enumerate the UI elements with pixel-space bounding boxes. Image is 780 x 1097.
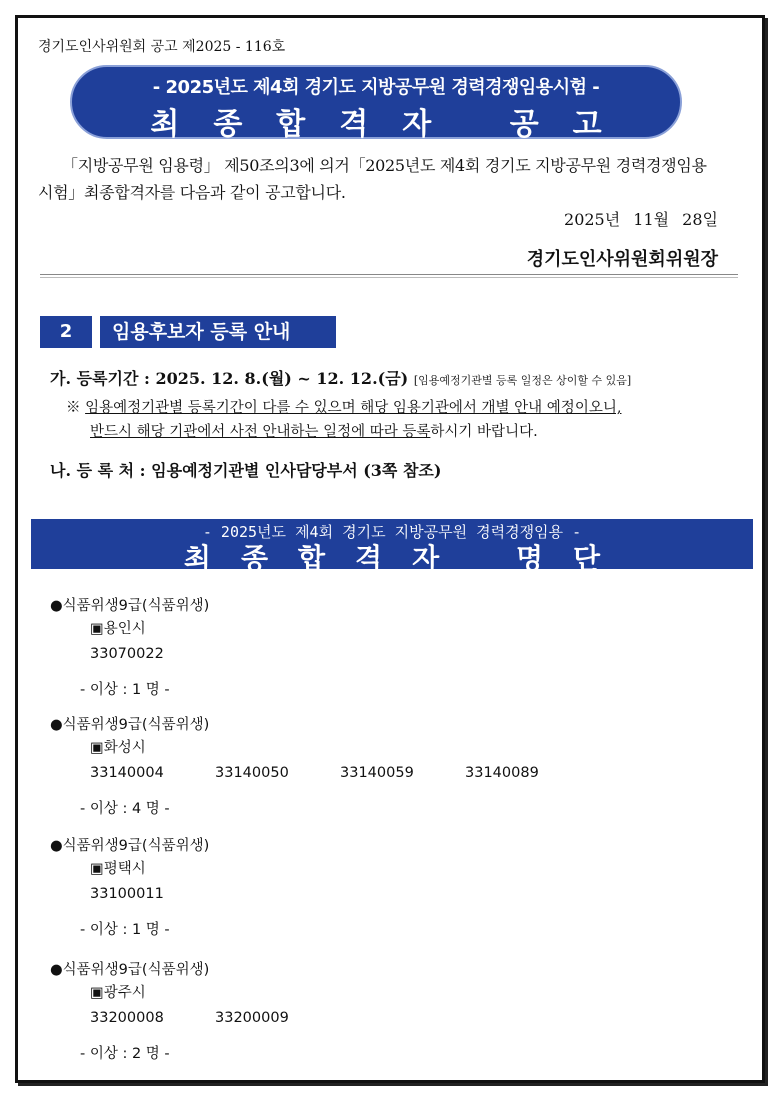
job-title: ●식품위생9급(식품위생) <box>50 717 210 733</box>
registration-period-note: [임용예정기관별 등록 일정은 상이할 수 있음] <box>413 374 632 387</box>
registration-office: 나. 등 록 처 : 임용예정기관별 인사담당부서 (3쪽 참조) <box>50 461 442 480</box>
exam-numbers <box>50 886 215 902</box>
city-label: ▣광주시 <box>90 985 146 1001</box>
result-group <box>50 713 590 818</box>
count-label: - 이상 : 1 명 - <box>80 682 170 698</box>
city-label: ▣화성시 <box>90 740 146 756</box>
city-label: ▣용인시 <box>90 621 146 637</box>
banner-title: 최종합격자 공고 <box>150 107 636 142</box>
result-group <box>50 594 215 699</box>
exam-numbers <box>50 1010 340 1026</box>
count-label: - 이상 : 2 명 - <box>80 1046 170 1062</box>
exam-number: 33140089 <box>465 765 539 781</box>
registration-period-text: 가. 등록기간 : 2025. 12. 8.(월) ~ 12. 12.(금) <box>50 369 409 388</box>
list-banner-subtitle: - 2025년도 제4회 경기도 지방공무원 경력경쟁임용 - <box>202 523 582 541</box>
registration-note <box>66 396 726 444</box>
list-banner-title: 최종합격자 명단 <box>183 542 631 575</box>
exam-number: 33140050 <box>215 765 289 781</box>
exam-number: 33140004 <box>90 765 164 781</box>
job-title: ●식품위생9급(식품위생) <box>50 838 210 854</box>
note-mark: ※ <box>66 400 81 416</box>
result-group <box>50 958 340 1063</box>
city-label: ▣평택시 <box>90 861 146 877</box>
notice-date: 2025년 11월 28일 <box>564 210 718 229</box>
note-tail: 하시기 바랍니다. <box>430 424 538 440</box>
registration-period <box>50 366 631 389</box>
list-banner <box>31 519 753 575</box>
signer: 경기도인사위원회위원장 <box>526 249 718 270</box>
divider <box>40 274 738 278</box>
exam-number: 33070022 <box>90 646 164 662</box>
exam-number: 33140059 <box>340 765 414 781</box>
note-line-2: 반드시 해당 기관에서 사전 안내하는 일정에 따라 등록 <box>90 424 431 440</box>
exam-number: 33200009 <box>215 1010 289 1026</box>
count-label: - 이상 : 1 명 - <box>80 922 170 938</box>
job-title: ●식품위생9급(식품위생) <box>50 598 210 614</box>
intro-text: 「지방공무원 임용령」 제50조의3에 의거「2025년도 제4회 경기도 지방공무원 경력경쟁임용시험」최종합격자를 다음과 같이 공고합니다. <box>38 156 707 202</box>
count-label: - 이상 : 4 명 - <box>80 801 170 817</box>
section-title: 임용후보자 등록 안내 <box>100 316 336 348</box>
banner-subtitle: - 2025년도 제4회 경기도 지방공무원 경력경쟁임용시험 - <box>152 77 600 98</box>
job-title: ●식품위생9급(식품위생) <box>50 962 210 978</box>
exam-numbers <box>50 765 590 781</box>
notice-number: 경기도인사위원회 공고 제2025 - 116호 <box>38 39 286 55</box>
exam-numbers <box>50 646 215 662</box>
result-group <box>50 834 215 939</box>
exam-number: 33200008 <box>90 1010 164 1026</box>
title-banner <box>70 65 682 142</box>
note-line-1: 임용예정기관별 등록기간이 다를 수 있으며 해당 임용기관에서 개별 안내 예정이오니, <box>85 400 622 416</box>
section-number: 2 <box>40 316 92 348</box>
exam-number: 33100011 <box>90 886 164 902</box>
